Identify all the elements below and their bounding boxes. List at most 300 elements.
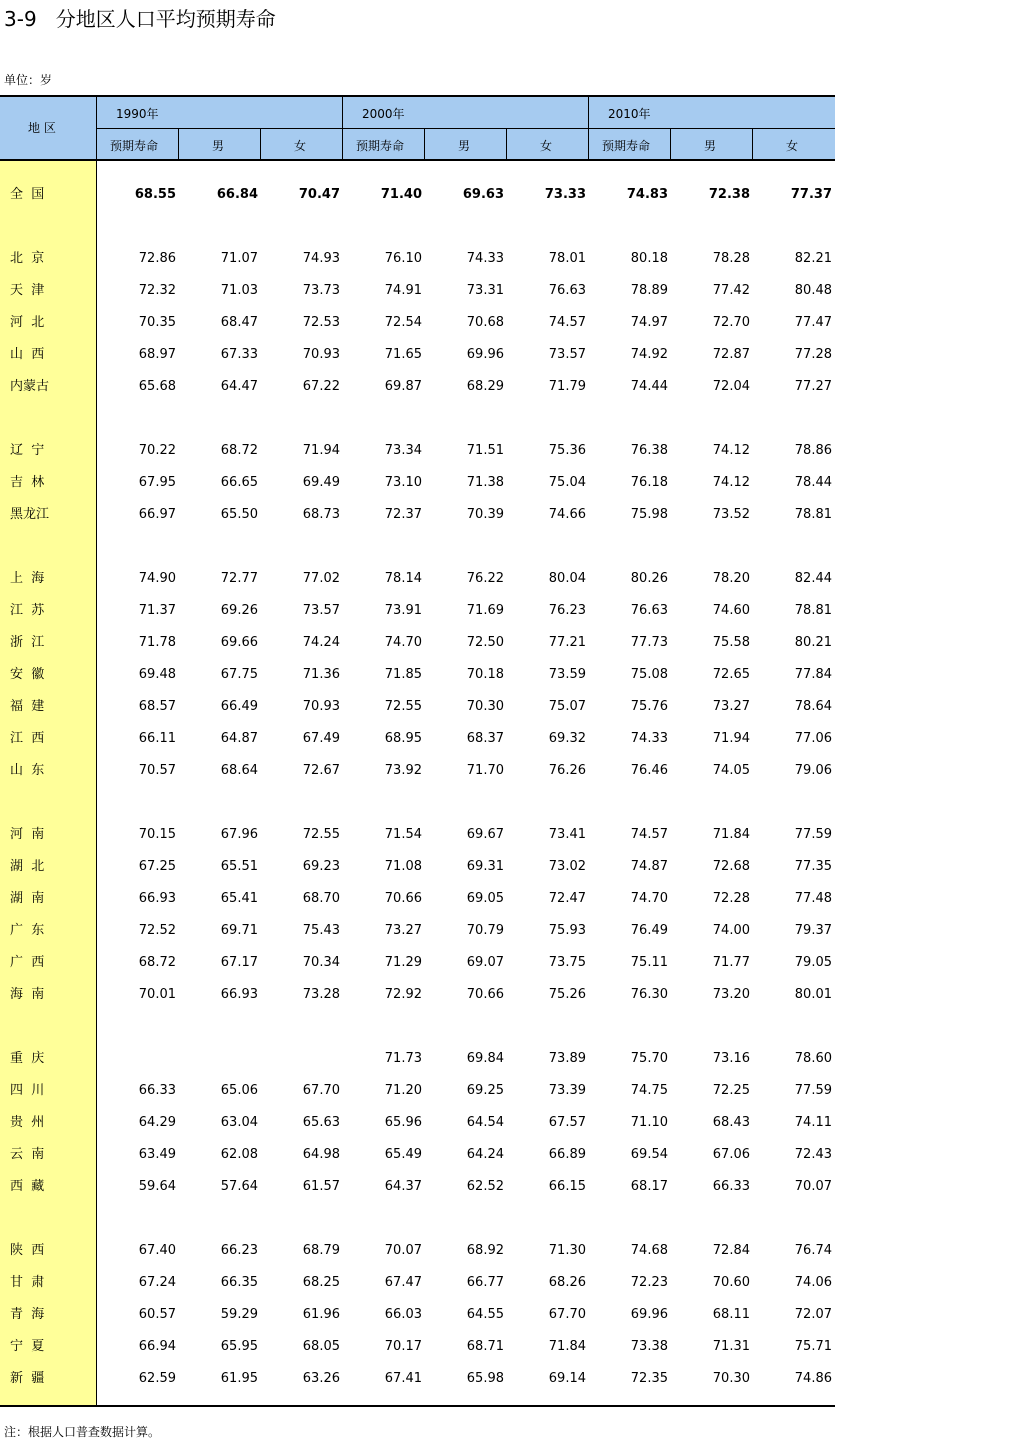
value-cell: 75.26 [548,987,586,1002]
region-name: 云 南 [10,1147,45,1162]
value-cell: 65.68 [138,379,176,394]
value-cell: 73.57 [302,603,340,618]
value-cell: 59.64 [138,1179,176,1194]
value-cell: 73.91 [384,603,422,618]
table-row [0,1267,835,1299]
region-name: 江 苏 [10,603,45,618]
header-2010-total: 预期寿命 [602,139,651,153]
header-divider [96,97,97,161]
value-cell: 77.37 [790,187,832,202]
table-row [0,883,835,915]
value-cell: 75.36 [548,443,586,458]
value-cell: 70.18 [466,667,504,682]
value-cell: 69.49 [302,475,340,490]
region-name: 黑龙江 [10,507,50,522]
value-cell: 80.04 [548,571,586,586]
region-name: 全 国 [10,187,45,202]
value-cell: 76.63 [548,283,586,298]
value-cell: 68.97 [138,347,176,362]
value-cell: 70.30 [712,1371,750,1386]
value-cell: 78.44 [794,475,832,490]
value-cell: 65.98 [466,1371,504,1386]
value-cell: 80.18 [630,251,668,266]
table-row [0,915,835,947]
value-cell: 64.47 [220,379,258,394]
value-cell: 66.77 [466,1275,504,1290]
value-cell: 66.84 [216,187,258,202]
header-year-2010: 2010年 [608,107,651,121]
value-cell: 75.58 [712,635,750,650]
value-cell: 78.81 [794,507,832,522]
value-cell: 66.49 [220,699,258,714]
value-cell: 71.65 [384,347,422,362]
value-cell: 66.35 [220,1275,258,1290]
value-cell: 74.33 [630,731,668,746]
value-cell: 74.57 [630,827,668,842]
value-cell: 66.94 [138,1339,176,1354]
region-name: 宁 夏 [10,1339,45,1354]
value-cell: 70.68 [466,315,504,330]
value-cell: 74.12 [712,443,750,458]
region-name: 贵 州 [10,1115,45,1130]
value-cell: 71.84 [712,827,750,842]
table-row [0,1363,835,1395]
table-row [0,1075,835,1107]
value-cell: 78.20 [712,571,750,586]
header-divider [424,129,425,161]
value-cell: 77.28 [794,347,832,362]
value-cell: 72.65 [712,667,750,682]
region-name: 广 东 [10,923,45,938]
value-cell: 76.22 [466,571,504,586]
value-cell: 68.05 [302,1339,340,1354]
value-cell: 75.98 [630,507,668,522]
value-cell: 67.25 [138,859,176,874]
region-name: 河 北 [10,315,45,330]
region-name: 山 东 [10,763,45,778]
value-cell: 79.05 [794,955,832,970]
value-cell: 72.55 [302,827,340,842]
value-cell: 71.08 [384,859,422,874]
header-2010-male: 男 [704,139,717,153]
table-row [0,499,835,531]
value-cell: 67.75 [220,667,258,682]
value-cell: 66.23 [220,1243,258,1258]
value-cell: 72.32 [138,283,176,298]
region-name: 湖 北 [10,859,45,874]
value-cell: 69.14 [548,1371,586,1386]
value-cell: 77.84 [794,667,832,682]
header-year-1990: 1990年 [116,107,159,121]
value-cell: 70.57 [138,763,176,778]
value-cell: 73.92 [384,763,422,778]
value-cell: 72.07 [794,1307,832,1322]
value-cell: 76.30 [630,987,668,1002]
value-cell: 60.57 [138,1307,176,1322]
value-cell: 73.20 [712,987,750,1002]
header-divider [588,97,589,161]
value-cell: 66.89 [548,1147,586,1162]
header-divider [670,129,671,161]
region-name: 北 京 [10,251,45,266]
value-cell: 77.35 [794,859,832,874]
value-cell: 78.14 [384,571,422,586]
header-divider [96,128,835,129]
page-title: 3-9 分地区人口平均预期寿命 [4,7,276,31]
value-cell: 73.39 [548,1083,586,1098]
value-cell: 72.70 [712,315,750,330]
value-cell: 67.24 [138,1275,176,1290]
value-cell: 71.69 [466,603,504,618]
value-cell: 69.54 [630,1147,668,1162]
value-cell: 72.54 [384,315,422,330]
header-year-2000: 2000年 [362,107,405,121]
value-cell: 64.29 [138,1115,176,1130]
value-cell: 72.28 [712,891,750,906]
value-cell: 73.27 [384,923,422,938]
value-cell: 76.23 [548,603,586,618]
value-cell: 69.26 [220,603,258,618]
table-row [0,819,835,851]
table-row [0,659,835,691]
value-cell: 63.26 [302,1371,340,1386]
value-cell: 72.92 [384,987,422,1002]
value-cell: 72.77 [220,571,258,586]
value-cell: 80.21 [794,635,832,650]
value-cell: 73.31 [466,283,504,298]
value-cell: 70.22 [138,443,176,458]
header-1990-total: 预期寿命 [110,139,159,153]
value-cell: 74.68 [630,1243,668,1258]
table-bottom-border [0,1405,835,1407]
value-cell: 71.51 [466,443,504,458]
value-cell: 75.70 [630,1051,668,1066]
value-cell: 72.84 [712,1243,750,1258]
footnote: 注：根据人口普查数据计算。 [4,1425,161,1439]
value-cell: 69.07 [466,955,504,970]
value-cell: 65.06 [220,1083,258,1098]
value-cell: 71.29 [384,955,422,970]
value-cell: 73.16 [712,1051,750,1066]
table-row [0,339,835,371]
value-cell: 67.40 [138,1243,176,1258]
value-cell: 74.11 [794,1115,832,1130]
value-cell: 65.63 [302,1115,340,1130]
value-cell: 69.71 [220,923,258,938]
value-cell: 66.93 [138,891,176,906]
value-cell: 68.55 [134,187,176,202]
value-cell: 77.59 [794,1083,832,1098]
region-name: 青 海 [10,1307,45,1322]
table-row [0,1299,835,1331]
value-cell: 65.51 [220,859,258,874]
value-cell: 64.55 [466,1307,504,1322]
value-cell: 72.23 [630,1275,668,1290]
value-cell: 74.97 [630,315,668,330]
value-cell: 70.39 [466,507,504,522]
value-cell: 68.17 [630,1179,668,1194]
value-cell: 67.17 [220,955,258,970]
value-cell: 69.23 [302,859,340,874]
value-cell: 72.68 [712,859,750,874]
table-row [0,947,835,979]
table-row [0,1043,835,1075]
value-cell: 74.83 [626,187,668,202]
value-cell: 70.15 [138,827,176,842]
region-name: 四 川 [10,1083,45,1098]
value-cell: 70.01 [138,987,176,1002]
value-cell: 80.26 [630,571,668,586]
value-cell: 74.70 [630,891,668,906]
value-cell: 82.21 [794,251,832,266]
value-cell: 72.52 [138,923,176,938]
value-cell: 71.38 [466,475,504,490]
value-cell: 69.63 [462,187,504,202]
value-cell: 67.70 [302,1083,340,1098]
value-cell: 72.53 [302,315,340,330]
value-cell: 71.84 [548,1339,586,1354]
value-cell: 72.55 [384,699,422,714]
value-cell: 75.43 [302,923,340,938]
table-row [0,1331,835,1363]
value-cell: 59.29 [220,1307,258,1322]
value-cell: 82.44 [794,571,832,586]
value-cell: 74.24 [302,635,340,650]
value-cell: 68.57 [138,699,176,714]
value-cell: 80.48 [794,283,832,298]
region-name: 天 津 [10,283,45,298]
value-cell: 71.78 [138,635,176,650]
region-name: 上 海 [10,571,45,586]
value-cell: 70.93 [302,347,340,362]
value-cell: 73.59 [548,667,586,682]
value-cell: 66.33 [712,1179,750,1194]
region-name: 湖 南 [10,891,45,906]
value-cell: 78.89 [630,283,668,298]
value-cell: 66.33 [138,1083,176,1098]
value-cell: 77.48 [794,891,832,906]
header-divider [260,129,261,161]
table-row [0,435,835,467]
value-cell: 74.00 [712,923,750,938]
value-cell: 74.12 [712,475,750,490]
value-cell: 70.66 [466,987,504,1002]
region-name: 福 建 [10,699,45,714]
value-cell: 71.73 [384,1051,422,1066]
value-cell: 74.06 [794,1275,832,1290]
value-cell: 76.10 [384,251,422,266]
value-cell: 65.49 [384,1147,422,1162]
value-cell: 76.49 [630,923,668,938]
value-cell: 69.25 [466,1083,504,1098]
value-cell: 74.57 [548,315,586,330]
value-cell: 72.38 [708,187,750,202]
value-cell: 65.41 [220,891,258,906]
value-cell: 73.02 [548,859,586,874]
table-row [0,563,835,595]
region-name: 浙 江 [10,635,45,650]
value-cell: 64.37 [384,1179,422,1194]
value-cell: 69.96 [630,1307,668,1322]
header-2000-female: 女 [540,139,553,153]
value-cell: 70.60 [712,1275,750,1290]
value-cell: 70.30 [466,699,504,714]
value-cell: 74.93 [302,251,340,266]
table-row [0,179,835,211]
value-cell: 74.75 [630,1083,668,1098]
value-cell: 67.70 [548,1307,586,1322]
value-cell: 76.46 [630,763,668,778]
table-row [0,275,835,307]
value-cell: 70.35 [138,315,176,330]
value-cell: 70.07 [384,1243,422,1258]
value-cell: 67.49 [302,731,340,746]
value-cell: 70.17 [384,1339,422,1354]
value-cell: 68.29 [466,379,504,394]
header-region: 地 区 [28,121,56,135]
value-cell: 74.66 [548,507,586,522]
value-cell: 73.34 [384,443,422,458]
table-row [0,1171,835,1203]
value-cell: 72.43 [794,1147,832,1162]
value-cell: 69.05 [466,891,504,906]
value-cell: 69.66 [220,635,258,650]
value-cell: 72.35 [630,1371,668,1386]
table-row [0,851,835,883]
value-cell: 69.31 [466,859,504,874]
value-cell: 66.97 [138,507,176,522]
region-name: 山 西 [10,347,45,362]
value-cell: 72.67 [302,763,340,778]
life-expectancy-table [0,95,835,1407]
value-cell: 72.47 [548,891,586,906]
value-cell: 80.01 [794,987,832,1002]
value-cell: 74.86 [794,1371,832,1386]
value-cell: 70.34 [302,955,340,970]
value-cell: 71.94 [712,731,750,746]
value-cell: 71.36 [302,667,340,682]
value-cell: 69.48 [138,667,176,682]
value-cell: 61.96 [302,1307,340,1322]
value-cell: 75.11 [630,955,668,970]
value-cell: 67.06 [712,1147,750,1162]
value-cell: 70.47 [298,187,340,202]
region-name: 安 徽 [10,667,45,682]
value-cell: 63.49 [138,1147,176,1162]
value-cell: 68.43 [712,1115,750,1130]
value-cell: 77.47 [794,315,832,330]
value-cell: 71.31 [712,1339,750,1354]
header-divider [342,97,343,161]
value-cell: 71.70 [466,763,504,778]
value-cell: 66.65 [220,475,258,490]
value-cell: 78.81 [794,603,832,618]
value-cell: 65.96 [384,1115,422,1130]
value-cell: 68.73 [302,507,340,522]
value-cell: 76.63 [630,603,668,618]
value-cell: 70.07 [794,1179,832,1194]
header-2000-male: 男 [458,139,471,153]
table-row [0,371,835,403]
value-cell: 70.66 [384,891,422,906]
region-name: 广 西 [10,955,45,970]
value-cell: 62.52 [466,1179,504,1194]
value-cell: 64.98 [302,1147,340,1162]
value-cell: 64.24 [466,1147,504,1162]
value-cell: 69.87 [384,379,422,394]
value-cell: 66.11 [138,731,176,746]
region-name: 内蒙古 [10,379,50,394]
table-row [0,979,835,1011]
table-row [0,691,835,723]
value-cell: 64.87 [220,731,258,746]
value-cell: 76.74 [794,1243,832,1258]
value-cell: 73.27 [712,699,750,714]
value-cell: 72.50 [466,635,504,650]
value-cell: 68.71 [466,1339,504,1354]
value-cell: 68.25 [302,1275,340,1290]
value-cell: 73.75 [548,955,586,970]
value-cell: 67.95 [138,475,176,490]
table-header [0,95,835,161]
table-row [0,723,835,755]
value-cell: 72.25 [712,1083,750,1098]
table-row [0,307,835,339]
value-cell: 74.05 [712,763,750,778]
value-cell: 61.95 [220,1371,258,1386]
value-cell: 78.01 [548,251,586,266]
value-cell: 73.33 [544,187,586,202]
value-cell: 67.33 [220,347,258,362]
region-name: 新 疆 [10,1371,45,1386]
value-cell: 73.52 [712,507,750,522]
value-cell: 64.54 [466,1115,504,1130]
table-row [0,1107,835,1139]
value-cell: 74.92 [630,347,668,362]
region-name: 重 庆 [10,1051,45,1066]
value-cell: 76.38 [630,443,668,458]
value-cell: 66.03 [384,1307,422,1322]
region-name: 辽 宁 [10,443,45,458]
value-cell: 74.33 [466,251,504,266]
value-cell: 68.70 [302,891,340,906]
value-cell: 74.44 [630,379,668,394]
region-name: 西 藏 [10,1179,45,1194]
region-name: 陕 西 [10,1243,45,1258]
value-cell: 71.79 [548,379,586,394]
table-row [0,243,835,275]
region-name: 海 南 [10,987,45,1002]
value-cell: 73.57 [548,347,586,362]
value-cell: 65.50 [220,507,258,522]
value-cell: 78.64 [794,699,832,714]
value-cell: 78.28 [712,251,750,266]
value-cell: 69.96 [466,347,504,362]
region-name: 河 南 [10,827,45,842]
value-cell: 72.04 [712,379,750,394]
value-cell: 75.07 [548,699,586,714]
value-cell: 77.06 [794,731,832,746]
value-cell: 62.59 [138,1371,176,1386]
header-1990-female: 女 [294,139,307,153]
value-cell: 67.41 [384,1371,422,1386]
value-cell: 77.42 [712,283,750,298]
value-cell: 71.40 [380,187,422,202]
value-cell: 74.70 [384,635,422,650]
value-cell: 71.37 [138,603,176,618]
value-cell: 71.03 [220,283,258,298]
value-cell: 75.93 [548,923,586,938]
